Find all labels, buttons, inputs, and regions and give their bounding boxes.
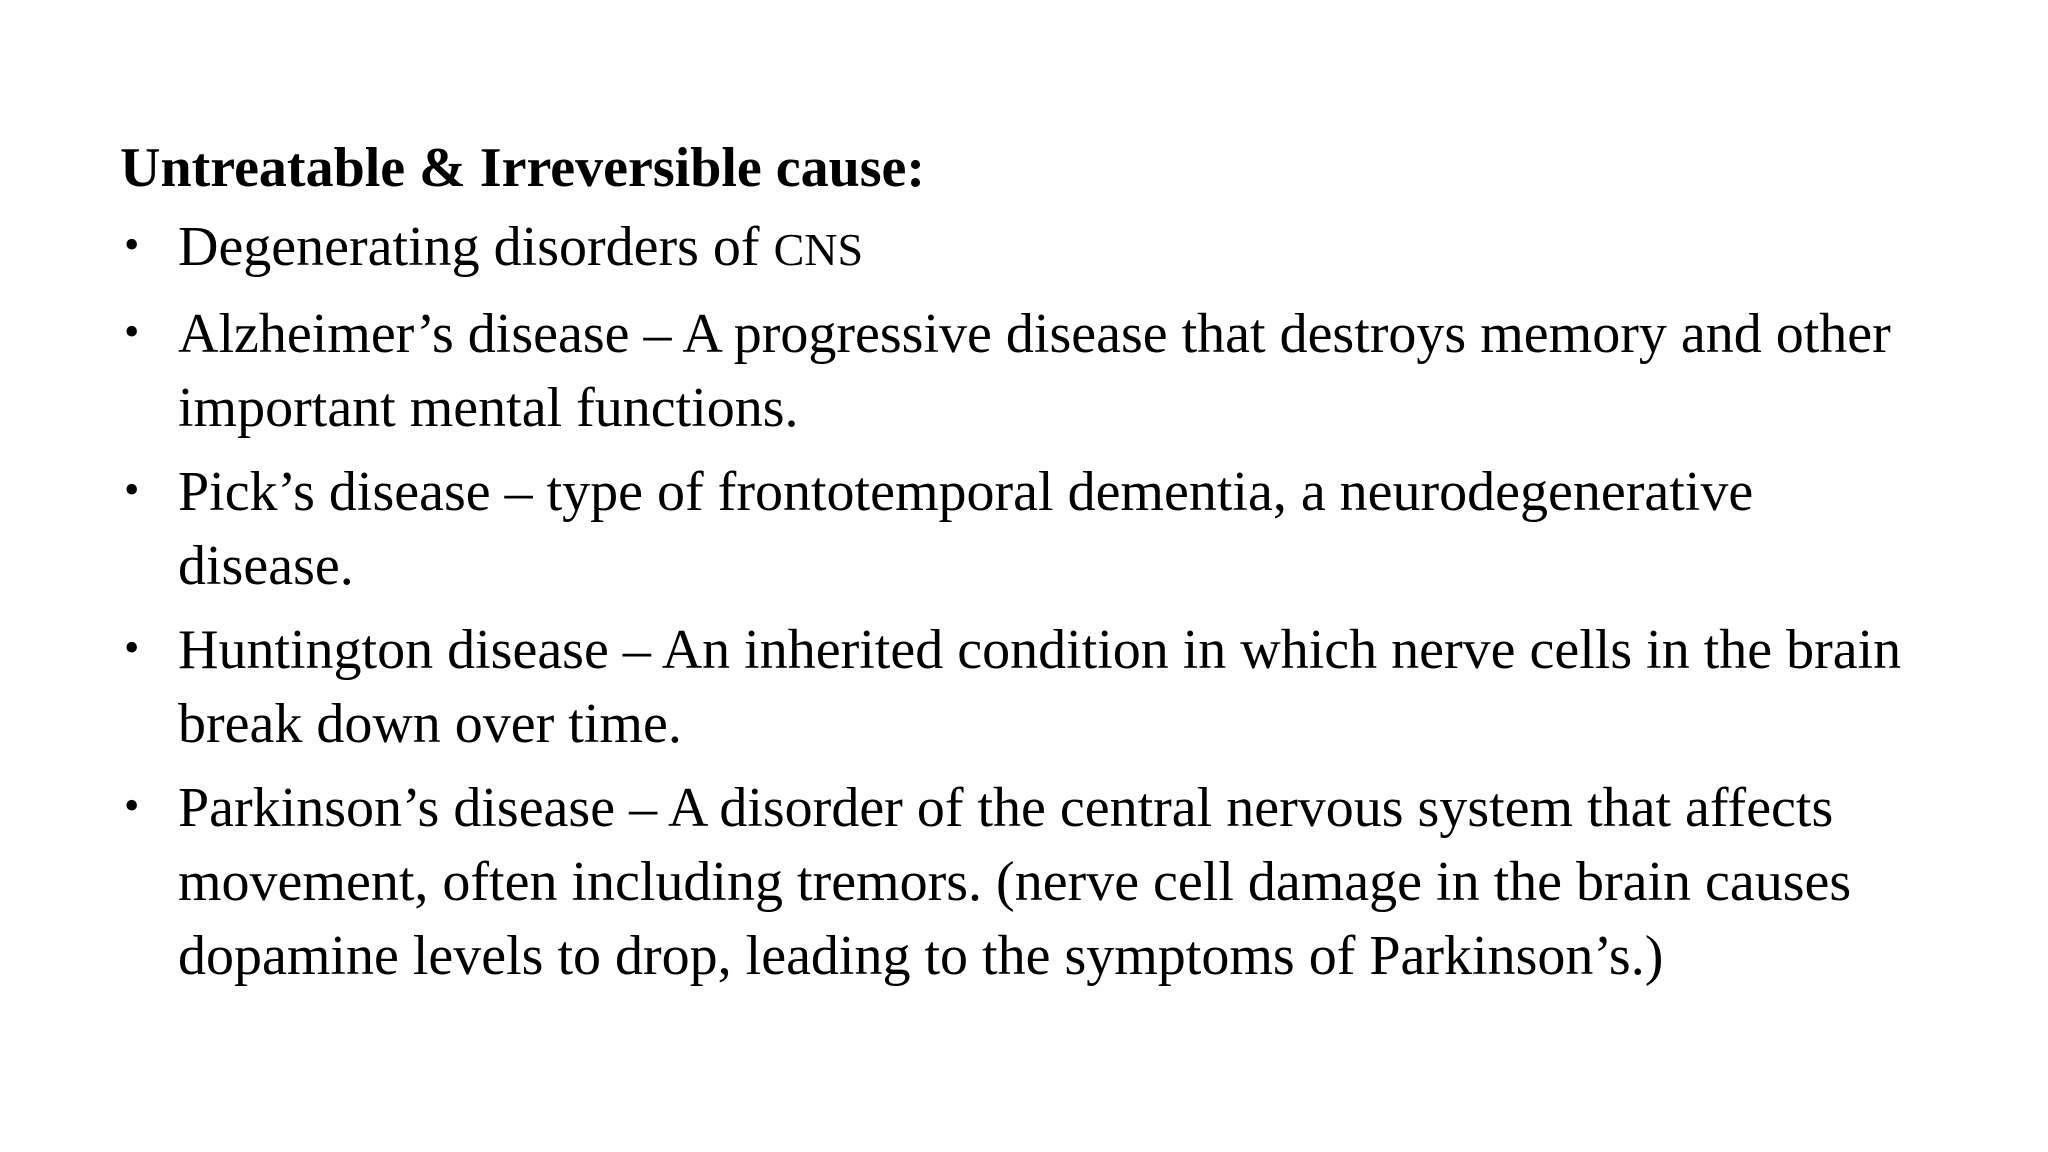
list-item [120, 613, 1920, 761]
bullet-icon: • [124, 623, 140, 672]
list-item-text: Degenerating disorders of [178, 216, 774, 278]
list-item-acronym: CNS [773, 224, 864, 275]
bullet-icon: • [124, 465, 140, 514]
slide-heading: Untreatable & Irreversible cause: [120, 137, 926, 199]
slide-content [120, 130, 1920, 993]
bullet-icon: • [124, 220, 140, 269]
bullet-icon: • [124, 307, 140, 356]
list-item [120, 210, 1920, 287]
list-item [120, 297, 1920, 445]
list-item-text: Alzheimer’s disease – A progressive disease that destroys memory and other important mental functions. [178, 303, 1891, 439]
list-item [120, 455, 1920, 603]
bullet-list [120, 210, 1920, 993]
list-item-text: Pick’s disease – type of frontotemporal dementia, a neurodegenerative disease. [178, 461, 1754, 597]
list-item-text: Parkinson’s disease – A disorder of the central nervous system that affects movement, often including tremors. (nerve cell damage in the brain causes dopamine levels to drop, leading to the symptoms of Parkinson’s.) [178, 777, 1852, 987]
list-item-text: Huntington disease – An inherited condition in which nerve cells in the brain break down over time. [178, 619, 1902, 755]
bullet-icon: • [124, 781, 140, 830]
list-item [120, 771, 1920, 993]
